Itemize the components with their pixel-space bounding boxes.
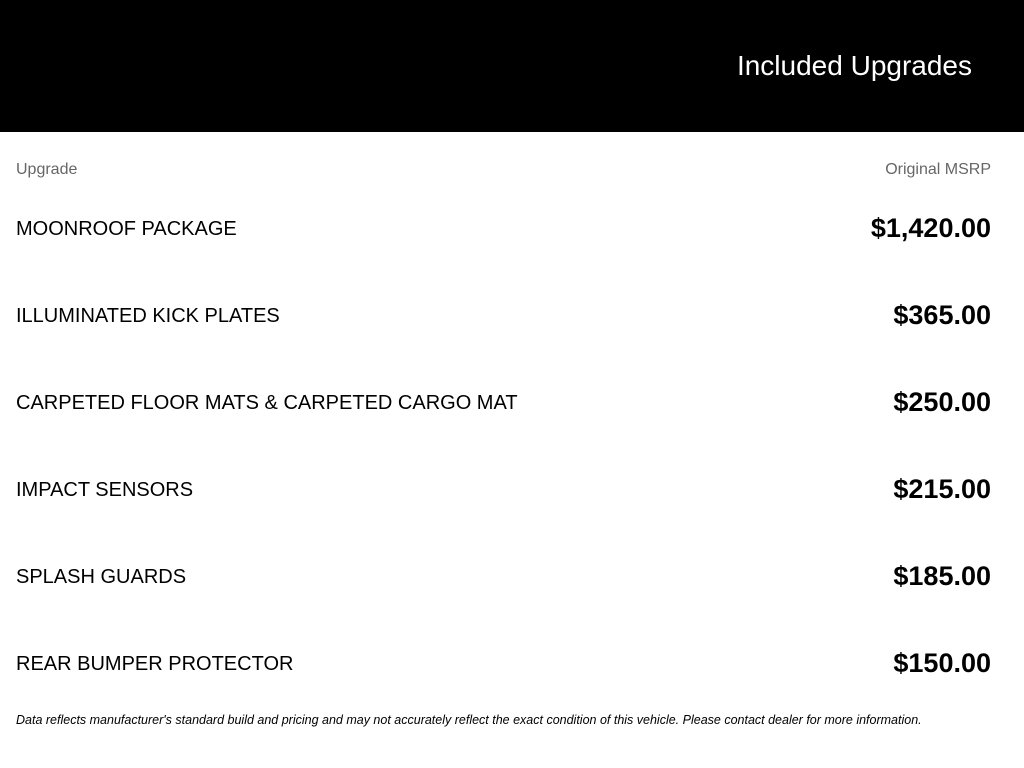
header-bar: [0, 0, 1024, 132]
upgrade-name: SPLASH GUARDS: [16, 566, 187, 588]
upgrade-price: $365.00: [893, 300, 991, 330]
upgrade-price: $215.00: [893, 474, 991, 504]
upgrade-price: $1,420.00: [870, 213, 991, 243]
table-row: [0, 633, 1024, 720]
upgrades-list: [0, 198, 1024, 720]
upgrade-name: IMPACT SENSORS: [16, 479, 194, 501]
page-title: Included Upgrades: [736, 50, 972, 81]
column-header-msrp: Original MSRP: [885, 161, 991, 178]
disclaimer-text: Data reflects manufacturer's standard build and pricing and may not accurately reflect the exact condition of this vehicle. Please contact dealer for more information.: [16, 713, 922, 727]
upgrade-price: $150.00: [893, 648, 991, 678]
upgrade-name: ILLUMINATED KICK PLATES: [16, 305, 280, 327]
column-header-upgrade: Upgrade: [16, 161, 78, 178]
table-row: [0, 459, 1024, 546]
table-row: [0, 285, 1024, 372]
upgrade-name: MOONROOF PACKAGE: [16, 218, 237, 240]
table-row: [0, 198, 1024, 285]
upgrade-price: $250.00: [893, 387, 991, 417]
upgrade-name: REAR BUMPER PROTECTOR: [16, 653, 294, 675]
table-row: [0, 372, 1024, 459]
table-row: [0, 546, 1024, 633]
upgrade-price: $185.00: [893, 561, 991, 591]
upgrade-name: CARPETED FLOOR MATS & CARPETED CARGO MAT: [16, 392, 518, 414]
